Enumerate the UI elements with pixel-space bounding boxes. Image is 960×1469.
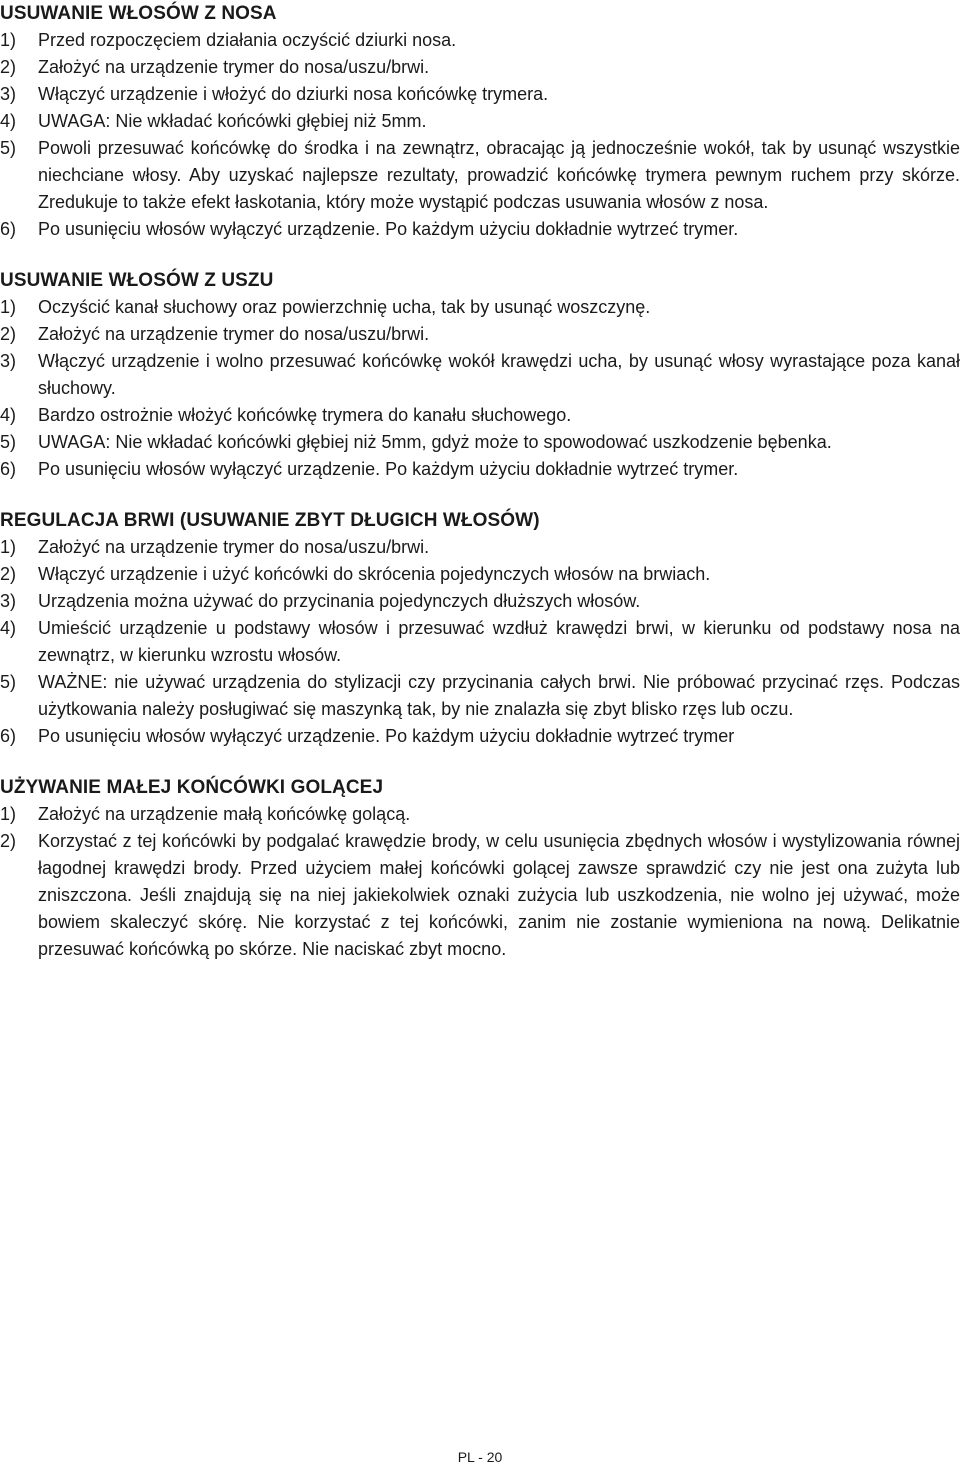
item-text: UWAGA: Nie wkładać końcówki głębiej niż 5mm, gdyż może to spowodować uszkodzenie bębenka. — [38, 432, 832, 452]
list-item — [0, 429, 960, 456]
list-item — [0, 723, 960, 750]
list-item — [0, 348, 960, 402]
item-text: Po usunięciu włosów wyłączyć urządzenie. Po każdym użyciu dokładnie wytrzeć trymer — [38, 726, 735, 746]
item-text: Założyć na urządzenie trymer do nosa/uszu/brwi. — [38, 57, 430, 77]
list-item — [0, 534, 960, 561]
item-text: Po usunięciu włosów wyłączyć urządzenie. Po każdym użyciu dokładnie wytrzeć trymer. — [38, 219, 739, 239]
item-number: 4) — [0, 618, 17, 638]
page-footer — [0, 1448, 960, 1466]
list-item — [0, 54, 960, 81]
section-heading: USUWANIE WŁOSÓW Z USZU — [0, 270, 274, 291]
item-number: 1) — [0, 30, 17, 50]
list-item — [0, 216, 960, 243]
list-item — [0, 81, 960, 108]
section-nose-hair — [0, 0, 960, 243]
item-text: Po usunięciu włosów wyłączyć urządzenie. Po każdym użyciu dokładnie wytrzeć trymer. — [38, 459, 739, 479]
section-small-shaver — [0, 774, 960, 963]
item-text: Włączyć urządzenie i włożyć do dziurki nosa końcówkę trymera. — [38, 84, 549, 104]
item-number: 3) — [0, 351, 17, 371]
item-number: 5) — [0, 432, 17, 452]
item-text: Włączyć urządzenie i użyć końcówki do skrócenia pojedynczych włosów na brwiach. — [38, 564, 711, 584]
section-eyebrow-trimming — [0, 507, 960, 750]
list-item — [0, 108, 960, 135]
item-number: 1) — [0, 804, 17, 824]
list-item — [0, 135, 960, 216]
list-item — [0, 321, 960, 348]
item-text: Przed rozpoczęciem działania oczyścić dziurki nosa. — [38, 30, 457, 50]
list-item — [0, 588, 960, 615]
item-text: UWAGA: Nie wkładać końcówki głębiej niż 5mm. — [38, 111, 427, 131]
item-number: 6) — [0, 219, 17, 239]
item-number: 2) — [0, 564, 17, 584]
list-item — [0, 669, 960, 723]
item-text: Bardzo ostrożnie włożyć końcówkę trymera do kanału słuchowego. — [38, 405, 572, 425]
item-number: 5) — [0, 138, 17, 158]
item-number: 1) — [0, 537, 17, 557]
section-heading: REGULACJA BRWI (USUWANIE ZBYT DŁUGICH WŁOSÓW) — [0, 510, 540, 531]
item-text: Urządzenia można używać do przycinania pojedynczych dłuższych włosów. — [38, 591, 641, 611]
item-text: Założyć na urządzenie trymer do nosa/uszu/brwi. — [38, 324, 430, 344]
list-item — [0, 27, 960, 54]
item-number: 2) — [0, 324, 17, 344]
item-text: Korzystać z tej końcówki by podgalać krawędzie brody, w celu usunięcia zbędnych włosów i wystylizowania równej łagodnej krawędzi brody. Przed użyciem małej końcówki golącej zawsze sprawdzić czy nie jest ona zużyta lub zniszczona. Jeśli znajdują się na niej jakiekolwiek oznaki zużycia lub uszkodzenia, nie wolno jej używać, może bowiem skaleczyć skórę. Nie korzystać z tej końcówki, zanim nie zostanie wymieniona na nową. Delikatnie przesuwać końcówką po skórze. Nie naciskać zbyt mocno. — [38, 831, 960, 959]
list-item — [0, 456, 960, 483]
item-text: Umieścić urządzenie u podstawy włosów i przesuwać wzdłuż krawędzi brwi, w kierunku od podstawy nosa na zewnątrz, w kierunku wzrostu włosów. — [38, 618, 960, 665]
item-number: 4) — [0, 405, 17, 425]
item-text: Włączyć urządzenie i wolno przesuwać końcówkę wokół krawędzi ucha, by usunąć włosy wyrastające poza kanał słuchowy. — [38, 351, 960, 398]
item-number: 4) — [0, 111, 17, 131]
item-number: 1) — [0, 297, 17, 317]
list-item — [0, 402, 960, 429]
item-text: Oczyścić kanał słuchowy oraz powierzchnię ucha, tak by usunąć woszczynę. — [38, 297, 651, 317]
item-text: WAŻNE: nie używać urządzenia do stylizacji czy przycinania całych brwi. Nie próbować przycinać rzęs. Podczas użytkowania należy posługiwać się maszynką tak, by nie znalazła się zbyt blisko rzęs lub oczu. — [38, 672, 960, 719]
section-heading: UŻYWANIE MAŁEJ KOŃCÓWKI GOLĄCEJ — [0, 777, 384, 798]
page-number: PL - 20 — [457, 1449, 503, 1465]
list-item — [0, 801, 960, 828]
item-number: 6) — [0, 459, 17, 479]
section-ear-hair — [0, 267, 960, 483]
item-number: 6) — [0, 726, 17, 746]
section-heading: USUWANIE WŁOSÓW Z NOSA — [0, 3, 277, 24]
item-text: Założyć na urządzenie małą końcówkę golącą. — [38, 804, 411, 824]
list-item — [0, 828, 960, 963]
item-number: 5) — [0, 672, 17, 692]
list-item — [0, 561, 960, 588]
item-number: 2) — [0, 57, 17, 77]
item-number: 3) — [0, 84, 17, 104]
list-item — [0, 615, 960, 669]
item-text: Założyć na urządzenie trymer do nosa/uszu/brwi. — [38, 537, 430, 557]
item-number: 3) — [0, 591, 17, 611]
item-text: Powoli przesuwać końcówkę do środka i na zewnątrz, obracając ją jednocześnie wokół, tak by usunąć wszystkie niechciane włosy. Aby uzyskać najlepsze rezultaty, prowadzić końcówkę trymera pewnym ruchem przy skórze. Zredukuje to także efekt łaskotania, który może wystąpić podczas usuwania włosów z nosa. — [38, 138, 960, 212]
list-item — [0, 294, 960, 321]
item-number: 2) — [0, 831, 17, 851]
